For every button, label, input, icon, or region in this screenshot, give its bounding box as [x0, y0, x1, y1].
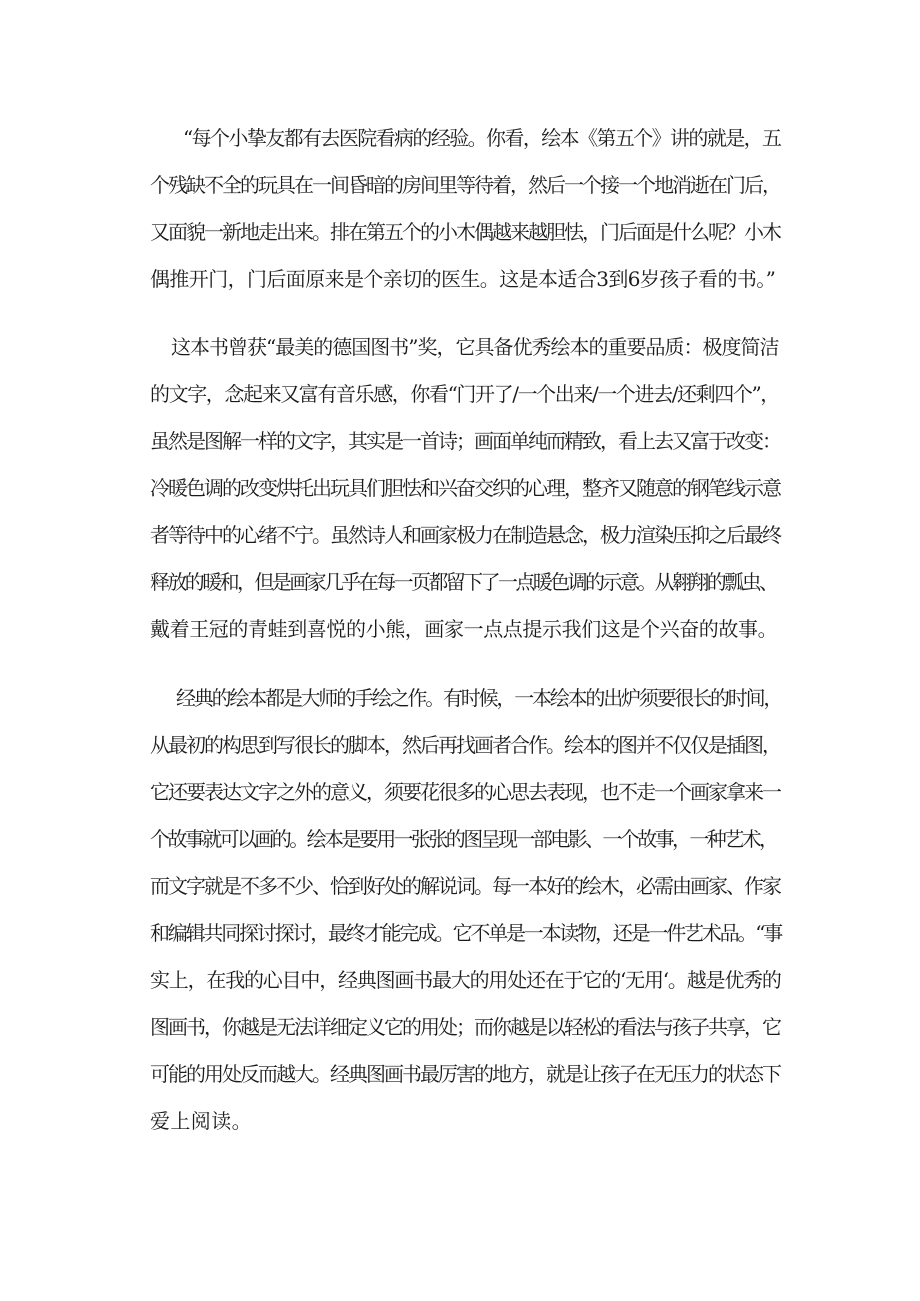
text-line: 戴着王冠的青蛙到喜悦的小熊，画家一点点提示我们这是个兴奋的故事。 [150, 617, 778, 641]
text-line: 而文字就是不多不少、恰到好处的解说词。每一本好的绘木，必需由画家、作家 [150, 874, 780, 898]
text-line: 者等待中的心绪不宁。虽然诗人和画家极力在制造悬念，极力渲染压抑之后最终 [150, 523, 780, 547]
text-line: 经典的绘本都是大师的手绘之作。有时候，一本绘本的出炉须要很长的时间， [176, 686, 782, 710]
text-line: 个故事就可以画的。绘本是要用一张张的图呈现一部电影、一个故事，一种艺术， [150, 827, 777, 851]
text-line: 从最初的构思到写很长的脚本，然后再找画者合作。绘本的图并不仅仅是插图， [150, 733, 780, 757]
text-line: “每个小挚友都有去医院看病的经验。你看，绘本《第五个》讲的就是，五 [183, 126, 781, 150]
text-line: 又面貌一新地走出来。排在第五个的小木偶越来越胆怯，门后面是什么呢？小木 [150, 220, 780, 244]
text-line: 释放的暖和，但是画家几乎在每一页都留下了一点暖色调的示意。从翱翔的瓢虫、 [150, 570, 777, 594]
text-line: 图画书，你越是无法详细定义它的用处；而你越是以轻松的看法与孩子共享，它 [150, 1015, 780, 1039]
text-line: 实上，在我的心目中，经典图画书最大的用处还在于它的‘无用‘。越是优秀的 [150, 968, 781, 992]
text-line: 这本书曾获“最美的德国图书”奖，它具备优秀绘本的重要品质：极度简洁 [171, 335, 779, 359]
text-line: 的文字，念起来又富有音乐感，你看“门开了/一个出来/一个进去/还剩四个”， [150, 382, 779, 406]
text-line: 爱上阅读。 [150, 1109, 252, 1133]
text-line: 偶推开门，门后面原来是个亲切的医生。这是本适合3到6岁孩子看的书。” [150, 267, 776, 291]
text-line: 可能的用处反而越大。经典图画书最厉害的地方，就是让孩子在无压力的状态下 [150, 1062, 780, 1086]
text-line: 个残缺不全的玩具在一间昏暗的房间里等待着，然后一个接一个地消逝在门后， [150, 173, 780, 197]
text-line: 虽然是图解一样的文字，其实是一首诗；画面单纯而精致，看上去又富于改变： [150, 429, 780, 453]
text-line: 它还要表达文字之外的意义，须要花很多的心思去表现，也不走一个画家拿来一 [150, 780, 780, 804]
text-line: 冷暖色调的改变烘托出玩具们胆怯和兴奋交织的心理，整齐又随意的钢笔线示意 [150, 476, 780, 500]
text-line: 和编辑共同探讨探讨，最终才能完成。它不单是一本读物，还是一件艺术品。“事 [150, 921, 782, 945]
